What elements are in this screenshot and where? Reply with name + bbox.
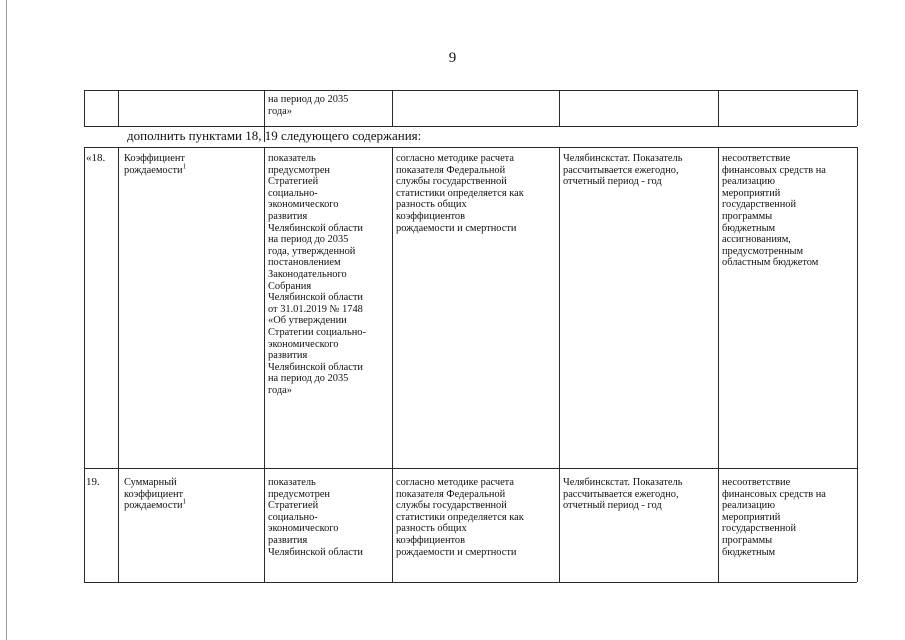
table-line — [559, 147, 560, 582]
source-cell: Челябинскстат. Показатель рассчитывается ежегодно, отчетный период - год — [563, 153, 683, 188]
table-line — [118, 147, 119, 582]
table-line — [84, 126, 857, 127]
table-line — [84, 582, 857, 583]
risk-cell: несоответствие финансовых средств на реализацию мероприятий государственной программы бюджетным ассигнованиям, предусмотренным областным бюджетом — [722, 153, 826, 269]
page-edge-line — [6, 0, 7, 640]
table-line — [264, 90, 265, 126]
table-line — [84, 147, 85, 582]
table-line — [857, 90, 858, 126]
indicator-name-cell: Суммарный коэффициент рождаемости$^1$ — [124, 477, 187, 512]
method-cell: согласно методике расчета показателя Федеральной службы государственной статистики определяется как разность общих коэффициентов рождаемости и смертности — [396, 477, 524, 558]
table-line — [264, 147, 265, 582]
prev-row-basis-cell: на период до 2035 года» — [268, 94, 349, 117]
page-number: 9 — [448, 50, 457, 66]
source-cell: Челябинскстат. Показатель рассчитывается ежегодно, отчетный период - год — [563, 477, 683, 512]
footnote-marker: 1 — [182, 162, 187, 171]
basis-cell: показатель предусмотрен Стратегией социально- экономического развития Челябинской области — [268, 477, 363, 558]
table-line — [718, 90, 719, 126]
table-line — [84, 90, 857, 91]
indicator-name-cell: Коэффициент рождаемости$^1$ — [124, 153, 187, 176]
basis-cell: показатель предусмотрен Стратегией социально- экономического развития Челябинской области на период до 2035 года, утвержденной постановлением Законодательного Собрания Челябинской области от 31.01.2019 № 1748 «Об утверждении Стратегии социально- экономического развития Челябинской области на период до 2035 года» — [268, 153, 366, 396]
table-line — [392, 90, 393, 126]
table-line — [84, 90, 85, 126]
risk-cell: несоответствие финансовых средств на реализацию мероприятий государственной программы бюджетным — [722, 477, 826, 558]
table-line — [84, 468, 857, 469]
method-cell: согласно методике расчета показателя Федеральной службы государственной статистики определяется как разность общих коэффициентов рождаемости и смертности — [396, 153, 524, 234]
table-line — [84, 147, 857, 148]
row-number: «18. — [86, 152, 106, 164]
table-line — [118, 90, 119, 126]
table-line — [718, 147, 719, 582]
row-number: 19. — [86, 476, 100, 488]
footnote-marker: 1 — [182, 497, 187, 506]
amendment-instruction: дополнить пунктами 18, 19 следующего содержания: — [127, 128, 422, 143]
table-line — [559, 90, 560, 126]
table-line — [857, 147, 858, 582]
table-line — [392, 147, 393, 582]
